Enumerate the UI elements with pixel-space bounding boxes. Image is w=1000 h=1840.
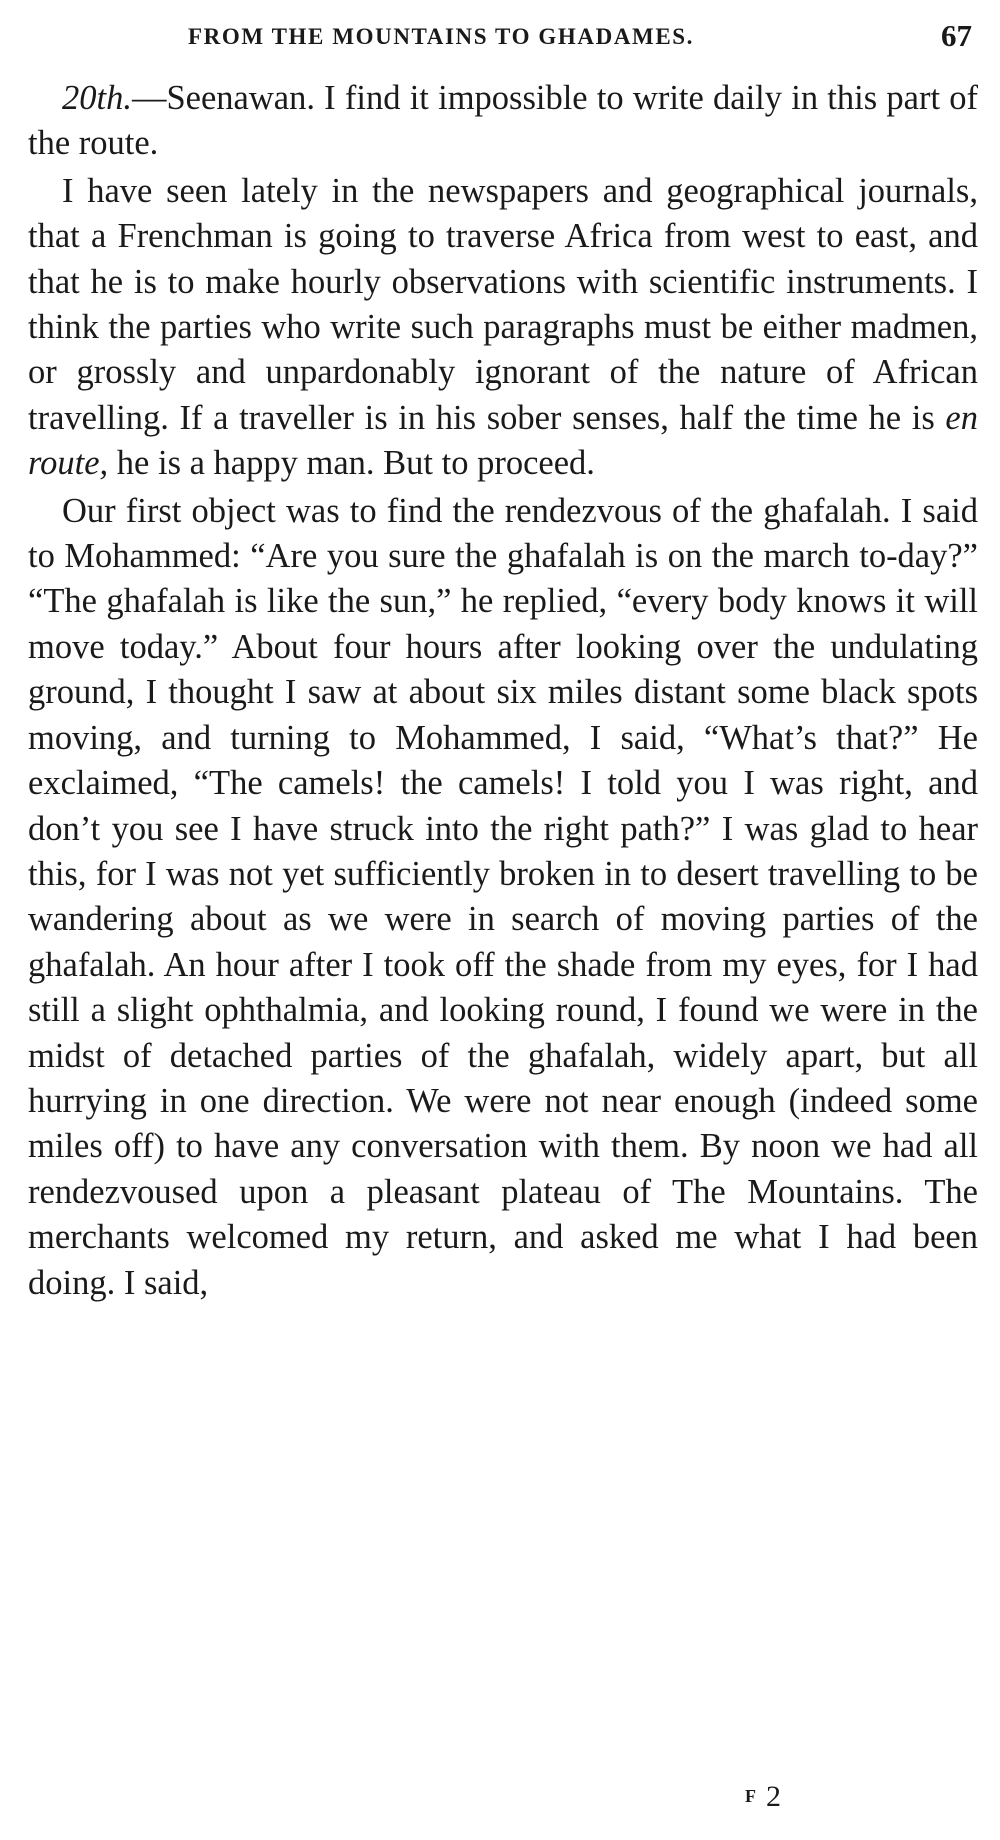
signature-number: 2 xyxy=(766,1780,783,1813)
page-header xyxy=(28,18,978,58)
paragraph-1 xyxy=(28,76,978,167)
signature-mark xyxy=(745,1780,783,1814)
paragraph-2-text-b: he is a happy man. But to proceed. xyxy=(108,444,595,483)
paragraph-3-text: Our first object was to find the rendezvous of the ghafalah. I said to Mohammed: “Are you sure the ghafalah is on the march to-day?” “The ghafalah is like the sun,” he replied, “every body knows it will move today.” About four hours after looking over the undulating ground, I thought I saw at about six miles distant some black spots moving, and turning to Mohammed, I said, “What’s that?” He exclaimed, “The camels! the camels! I told you I was right, and don’t you see I have struck into the right path?” I was glad to hear this, for I was not yet sufficiently broken in to desert travelling to be wandering about as we were in search of moving parties of the ghafalah. An hour after I took off the shade from my eyes, for I had still a slight ophthalmia, and looking round, I found we were in the midst of detached parties of the ghafalah, widely apart, but all hurrying in one direction. We were not near enough (indeed some miles off) to have any conversation with them. By noon we had all rendezvoused upon a pleasant plateau of The Mountains. The merchants welcomed my return, and asked me what I had been doing. I said, xyxy=(28,491,978,1302)
body-text xyxy=(28,76,978,1306)
signature-letter: F xyxy=(745,1786,758,1806)
page-number: 67 xyxy=(941,18,972,53)
running-head: FROM THE MOUNTAINS TO GHADAMES. xyxy=(188,24,695,49)
paragraph-1-text: —Seenawan. I find it impossible to write daily in this part of the route. xyxy=(28,79,978,163)
date-entry: 20th. xyxy=(62,79,132,117)
paragraph-2-text-a: I have seen lately in the newspapers and geographical journals, that a Frenchman is going to traverse Africa from west to east, and that he is to make hourly observations with scientific instruments. I think the parties who write such paragraphs must be either madmen, or grossly and unpardonably ignorant of the nature of African travelling. If a traveller is in his sober senses, half the time he is xyxy=(28,171,978,437)
italic-phrase: en route, xyxy=(28,398,978,483)
paragraph-2 xyxy=(28,169,978,487)
paragraph-3 xyxy=(28,489,978,1306)
